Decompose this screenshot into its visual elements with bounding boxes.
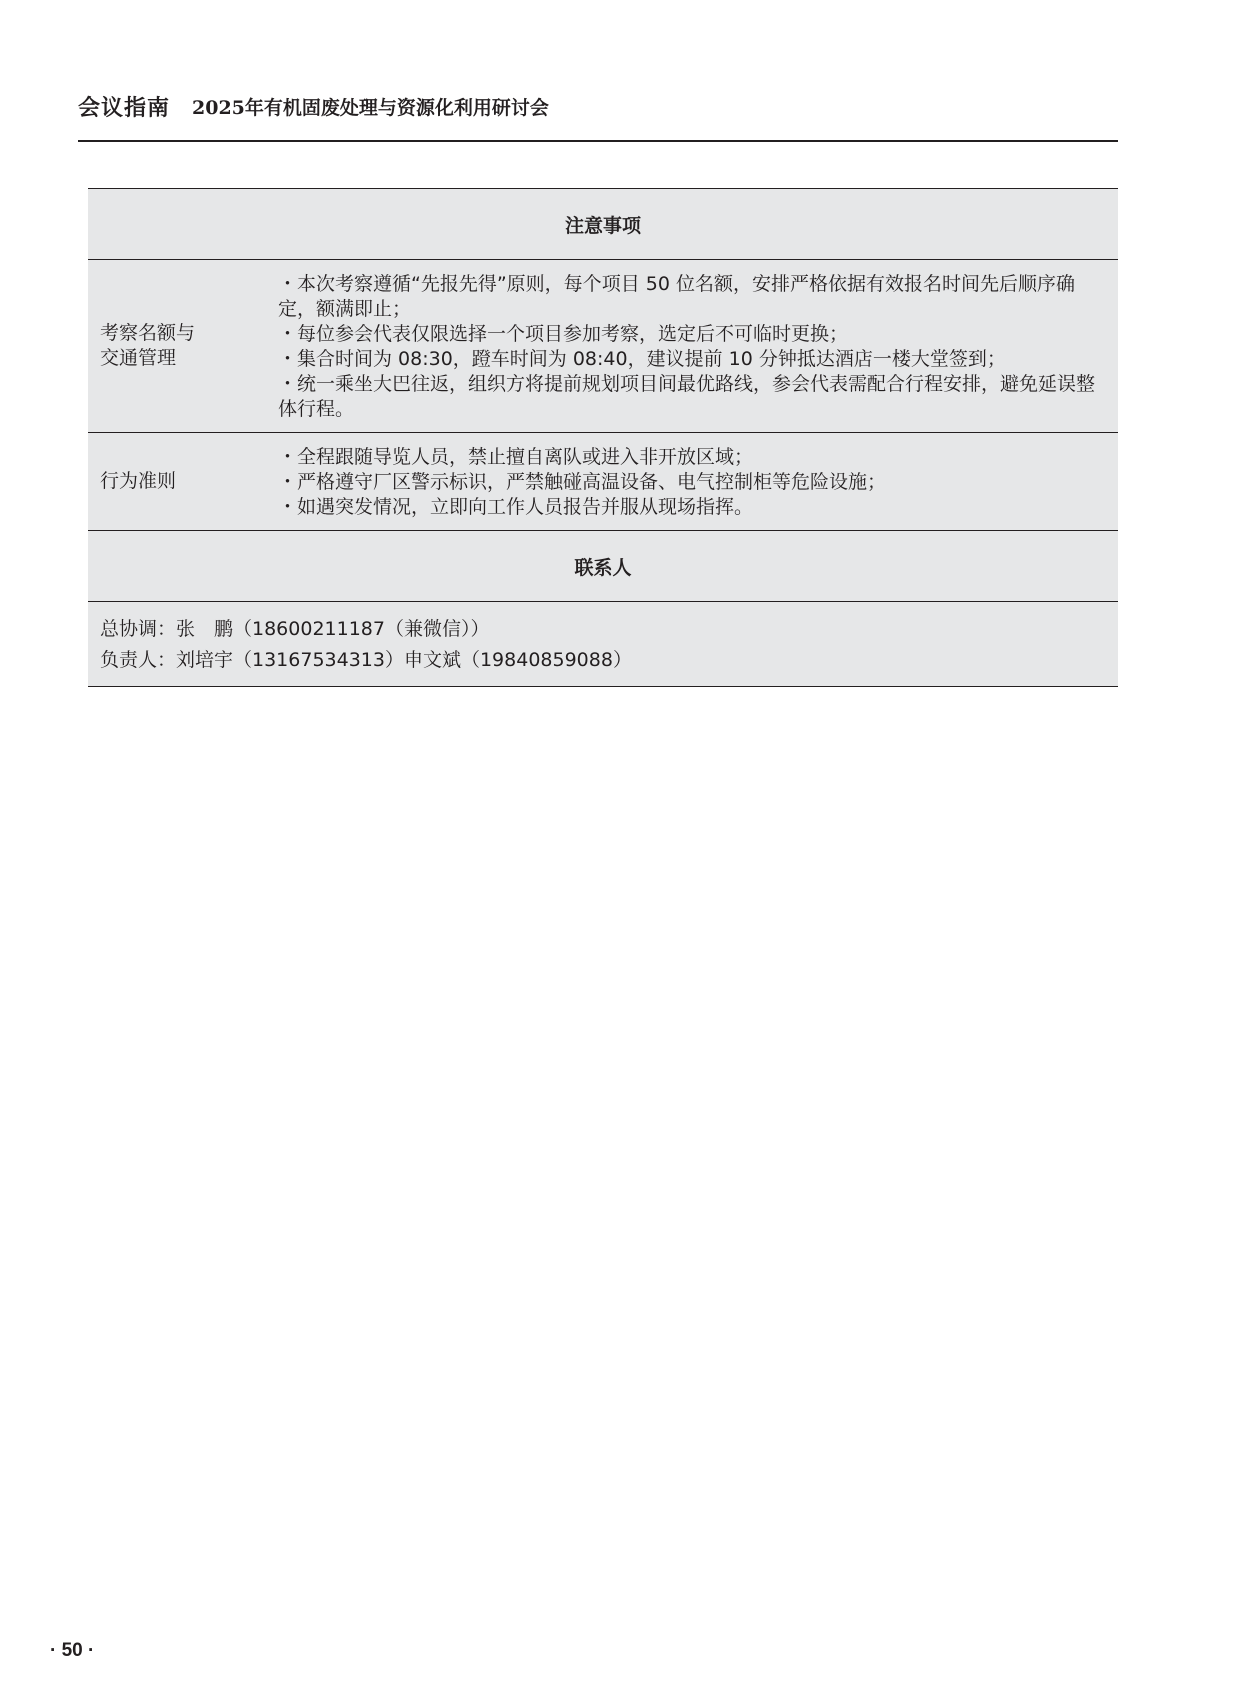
- bullet-item: ・本次考察遵循“先报先得”原则，每个项目 50 位名额，安排严格依据有效报名时间先后顺序确定，额满即止；: [278, 273, 1075, 320]
- page-number: · 50 ·: [50, 1640, 95, 1661]
- header-event-title: 2025年有机固废处理与资源化利用研讨会: [192, 97, 549, 119]
- notice-table: [88, 188, 1118, 687]
- row-label: [88, 433, 270, 531]
- contact-row: [88, 602, 1118, 687]
- bullet-item: ・统一乘坐大巴往返，组织方将提前规划项目间最优路线，参会代表需配合行程安排，避免延误整体行程。: [278, 373, 1096, 420]
- notice-heading: 注意事项: [88, 189, 1118, 260]
- row-body: [270, 433, 1118, 531]
- contact-cell: [88, 602, 1118, 687]
- table-row-quota-transport: [88, 260, 1118, 433]
- contact-heading-row: [88, 531, 1118, 602]
- bullet-item: ・严格遵守厂区警示标识，严禁触碰高温设备、电气控制柜等危险设施；: [278, 471, 887, 493]
- header-section-title: 会议指南: [78, 95, 171, 121]
- row-label-line: 考察名额与: [100, 322, 196, 344]
- contact-heading: 联系人: [88, 531, 1118, 602]
- row-label-line: 交通管理: [100, 347, 177, 369]
- bullet-item: ・如遇突发情况，立即向工作人员报告并服从现场指挥。: [278, 496, 754, 518]
- row-body: [270, 260, 1118, 433]
- bullet-item: ・每位参会代表仅限选择一个项目参加考察，选定后不可临时更换；: [278, 323, 849, 345]
- notice-heading-row: [88, 189, 1118, 260]
- row-label: [88, 260, 270, 433]
- table-row-conduct: [88, 433, 1118, 531]
- contact-line: 总协调：张 鹏（18600211187（兼微信））: [100, 618, 490, 640]
- contact-line: 负责人：刘培宇（13167534313）申文斌（19840859088）: [100, 649, 632, 671]
- bullet-item: ・集合时间为 08:30，蹬车时间为 08:40，建议提前 10 分钟抵达酒店一楼大堂签到；: [278, 348, 1006, 370]
- running-header: [78, 94, 1118, 142]
- row-label-line: 行为准则: [100, 470, 177, 492]
- bullet-item: ・全程跟随导览人员，禁止擅自离队或进入非开放区域；: [278, 446, 754, 468]
